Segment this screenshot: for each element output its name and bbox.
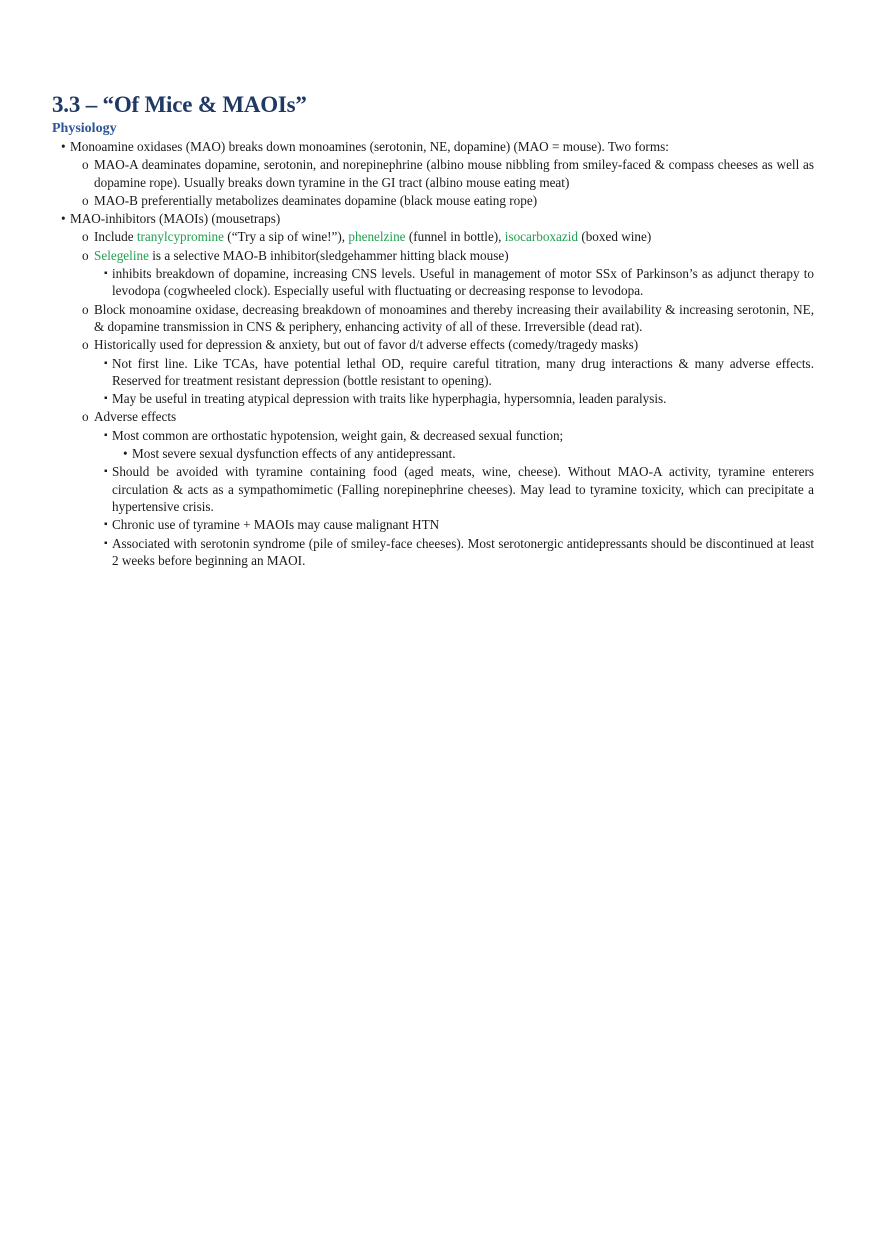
item-text: inhibits breakdown of dopamine, increasing CNS levels. Useful in management of motor SSx of Parkinson’s as adjunct therapy to levodopa (cogwheeled clock). Especially useful with fluctuating or decreasing response to levodopa. [112, 266, 814, 299]
list-item [52, 408, 814, 425]
square-marker: ▪ [104, 537, 108, 549]
item-text: Should be avoided with tyramine containing food (aged meats, wine, cheese). Without MAO-A activity, tyramine enterers circulation & acts as a sympathomimetic (Falling norepinephrine cheeses). May lead to tyramine toxicity, which can precipitate a hypertensive crisis. [112, 464, 814, 514]
item-text: (boxed wine) [578, 229, 652, 245]
list-item [52, 445, 814, 462]
item-text: Chronic use of tyramine + MAOIs may cause malignant HTN [112, 517, 440, 533]
bullet-list [52, 138, 814, 570]
drug-name: tranylcypromine [136, 229, 224, 245]
item-text: Adverse effects [94, 409, 177, 425]
circle-marker: o [82, 409, 89, 425]
item-text: Not first line. Like TCAs, have potential lethal OD, require careful titration, many drug interactions & many adverse effects. Reserved for treatment resistant depression (bottle resistant to opening). [112, 355, 814, 388]
item-text: (funnel in bottle), [405, 229, 505, 245]
item-text: Monoamine oxidases (MAO) breaks down monoamines (serotonin, NE, dopamine) (MAO = mouse). Two forms: [70, 139, 669, 154]
list-item [52, 210, 814, 227]
drug-name: isocarboxazid [504, 229, 579, 245]
item-text: Most severe sexual dysfunction effects of any antidepressant. [132, 446, 456, 462]
list-item [52, 192, 814, 209]
item-text: May be useful in treating atypical depression with traits like hyperphagia, hypersomnia, leaden paralysis. [112, 391, 667, 407]
item-text: MAO-A deaminates dopamine, serotonin, and norepinephrine (albino mouse nibbling from smiley-faced & compass cheeses as well as dopamine rope). Usually breaks down tyramine in the GI tract (albino mouse eating meat) [94, 157, 814, 190]
square-marker: ▪ [104, 429, 108, 441]
drug-name: phenelzine [348, 229, 406, 245]
list-item [52, 355, 814, 390]
item-text: MAO-B preferentially metabolizes deaminates dopamine (black mouse eating rope) [94, 192, 538, 208]
square-marker: ▪ [104, 519, 108, 531]
list-item [52, 336, 814, 353]
bullet-marker: • [123, 446, 128, 462]
drug-name: Selegeline [94, 247, 149, 263]
list-item [52, 427, 814, 444]
square-marker: ▪ [104, 393, 108, 405]
list-item [52, 247, 814, 264]
section-heading: Physiology [52, 121, 117, 136]
list-item [52, 156, 814, 191]
list-item [52, 535, 814, 570]
item-text: Historically used for depression & anxiety, but out of favor d/t adverse effects (comedy/tragedy masks) [94, 337, 639, 353]
item-text: Most common are orthostatic hypotension, weight gain, & decreased sexual function; [112, 427, 564, 443]
bullet-marker: • [61, 139, 66, 154]
item-text: Block monoamine oxidase, decreasing breakdown of monoamines and thereby increasing their availability & increasing serotonin, NE, & dopamine transmission in CNS & periphery, enhancing activity of all of these. Irreversible (dead rat). [94, 301, 814, 334]
item-text: (“Try a sip of wine!”), [224, 229, 349, 245]
list-item [52, 463, 814, 515]
item-text: Include [94, 229, 137, 245]
item-text: MAO-inhibitors (MAOIs) (mousetraps) [70, 211, 281, 227]
circle-marker: o [82, 192, 89, 208]
circle-marker: o [82, 229, 89, 245]
circle-marker: o [82, 301, 89, 317]
circle-marker: o [82, 337, 89, 353]
list-item [52, 265, 814, 300]
circle-marker: o [82, 157, 89, 173]
page-title: 3.3 – “Of Mice & MAOIs” [52, 92, 307, 117]
item-text: is a selective MAO-B inhibitor(sledgehammer hitting black mouse) [148, 247, 509, 263]
list-item [52, 301, 814, 336]
list-item [52, 390, 814, 407]
square-marker: ▪ [104, 466, 108, 478]
square-marker: ▪ [104, 268, 108, 280]
circle-marker: o [82, 247, 89, 263]
list-item [52, 138, 814, 155]
item-text: Associated with serotonin syndrome (pile of smiley-face cheeses). Most serotonergic antidepressants should be discontinued at least 2 weeks before beginning an MAOI. [112, 535, 814, 568]
list-item [52, 228, 814, 245]
bullet-marker: • [61, 211, 66, 227]
list-item [52, 516, 814, 533]
square-marker: ▪ [104, 357, 108, 369]
